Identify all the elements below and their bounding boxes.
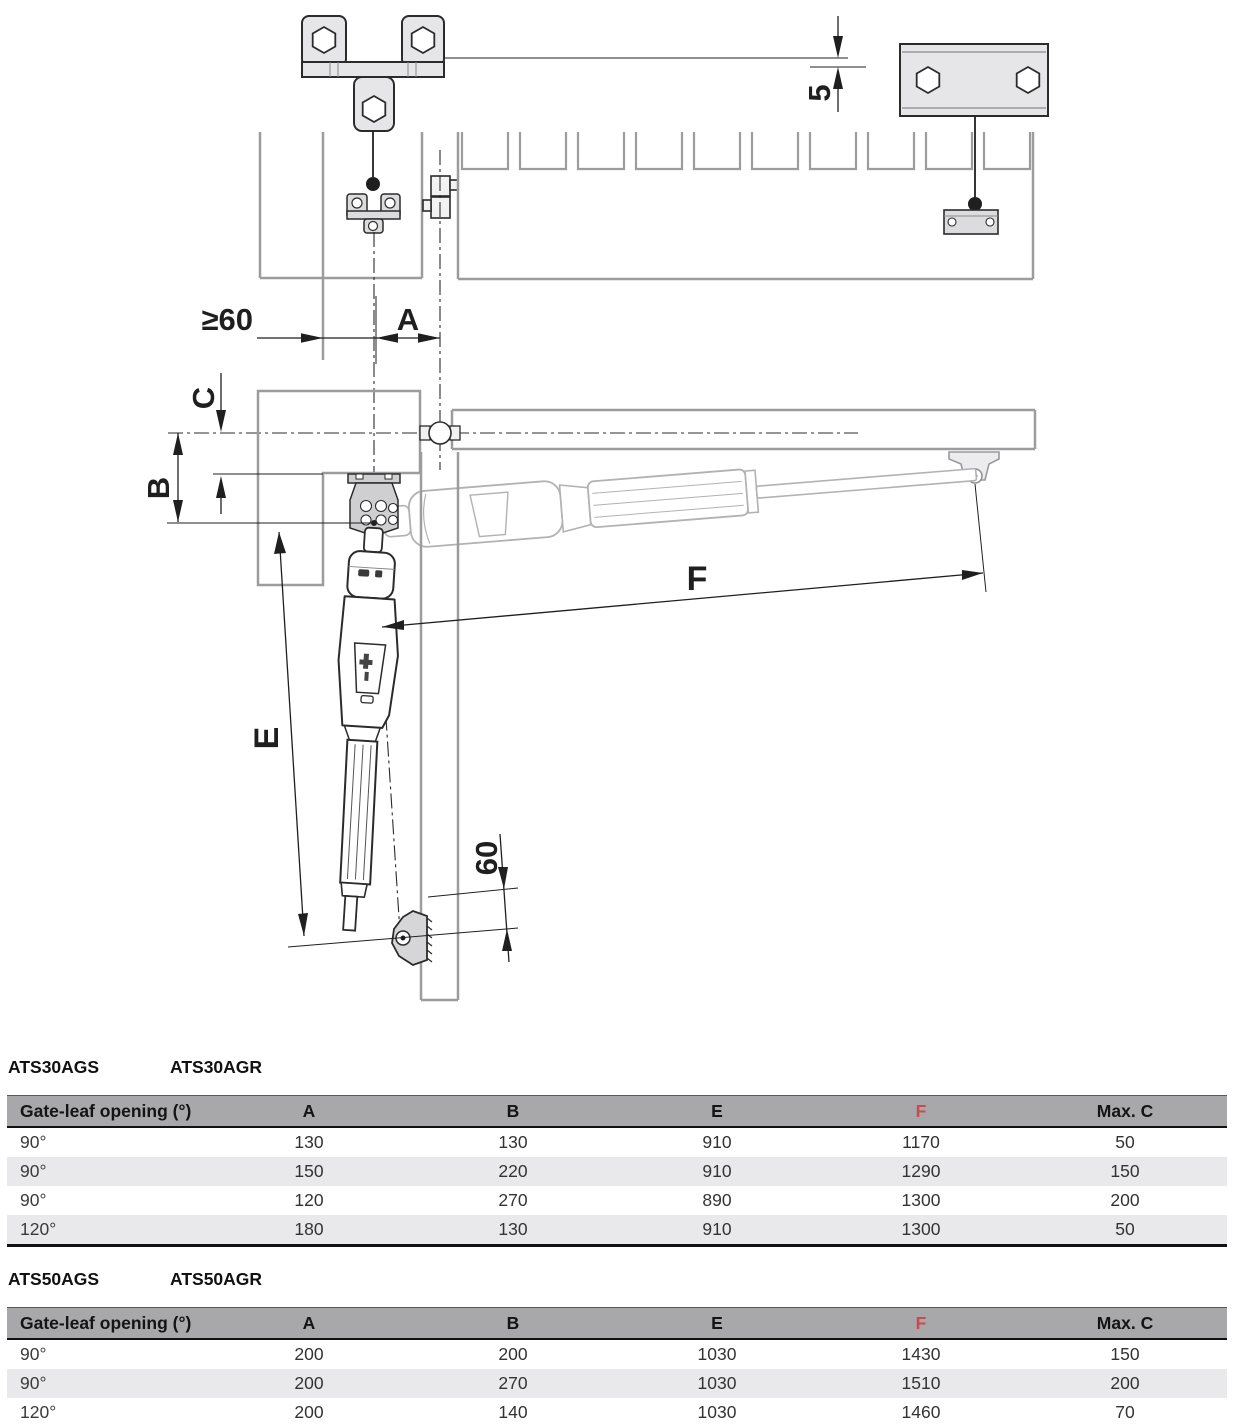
column-header: B <box>411 1308 615 1340</box>
table-row <box>7 1369 1227 1398</box>
table-cell: 180 <box>294 1219 324 1239</box>
table-cell: 90° <box>20 1344 47 1364</box>
dimension-table-ats50 <box>7 1307 1227 1426</box>
table-cell: 910 <box>702 1219 732 1239</box>
table-cell: 200 <box>294 1402 324 1422</box>
table-header-row <box>7 1096 1227 1128</box>
table-row <box>7 1339 1227 1369</box>
model-name: ATS50AGS <box>8 1269 100 1289</box>
table-cell: 1030 <box>697 1402 737 1422</box>
table-row <box>7 1127 1227 1157</box>
actuator-open <box>321 526 406 932</box>
table-cell: 270 <box>498 1190 528 1210</box>
table-cell: 90° <box>20 1190 47 1210</box>
gate-pickets <box>462 132 1030 169</box>
column-header: E <box>615 1096 819 1128</box>
column-header: Gate-leaf opening (°) <box>7 1096 207 1128</box>
column-header: F <box>819 1096 1023 1128</box>
dim-b-label: B <box>140 476 176 500</box>
elevation-view <box>260 16 1048 360</box>
table-cell: 70 <box>1115 1402 1135 1422</box>
dim-e-label: E <box>247 726 286 750</box>
front-bracket-plan <box>348 474 400 536</box>
column-header: B <box>411 1096 615 1128</box>
rear-leader-dot <box>968 197 982 211</box>
table-cell: 1290 <box>901 1161 941 1181</box>
dim-c-label: C <box>185 386 221 410</box>
table-cell: 200 <box>1110 1373 1140 1393</box>
table-cell: 150 <box>1110 1344 1140 1364</box>
table-cell: 270 <box>498 1373 528 1393</box>
dim-5 <box>444 16 866 112</box>
table-row <box>7 1398 1227 1426</box>
table-row <box>7 1186 1227 1215</box>
column-header: Gate-leaf opening (°) <box>7 1308 207 1340</box>
column-header: Max. C <box>1023 1096 1227 1128</box>
model-name: ATS50AGR <box>170 1269 263 1289</box>
table-cell: 90° <box>20 1132 47 1152</box>
gate-hinge-plan <box>420 422 460 444</box>
rear-bracket-mounted <box>944 210 998 234</box>
table-cell: 150 <box>1110 1161 1140 1181</box>
table-cell: 200 <box>294 1344 324 1364</box>
table-cell: 1510 <box>901 1373 941 1393</box>
dim-min60-label: ≥60 <box>201 302 253 337</box>
table-cell: 50 <box>1115 1219 1135 1239</box>
rear-bracket-detail <box>900 44 1048 116</box>
table-cell: 120° <box>20 1402 57 1422</box>
column-header: A <box>207 1308 411 1340</box>
table-cell: 120° <box>20 1219 57 1239</box>
front-leader-dot <box>366 177 380 191</box>
dim-e <box>248 532 308 936</box>
table-cell: 140 <box>498 1402 528 1422</box>
table-cell: 1170 <box>902 1132 940 1152</box>
table-cell: 130 <box>294 1132 324 1152</box>
model-name: ATS30AGR <box>170 1057 263 1077</box>
table-cell: 220 <box>498 1161 528 1181</box>
table-cell: 130 <box>498 1219 528 1239</box>
front-bracket-detail <box>302 16 444 131</box>
model-names-ats30 <box>8 1055 1234 1079</box>
column-header: E <box>615 1308 819 1340</box>
table-cell: 1300 <box>901 1219 941 1239</box>
table-cell: 200 <box>294 1373 324 1393</box>
front-bracket-mounted <box>347 194 400 233</box>
table-cell: 50 <box>1115 1132 1135 1152</box>
table-cell: 890 <box>702 1190 732 1210</box>
dim-row-a <box>202 296 441 364</box>
column-header: A <box>207 1096 411 1128</box>
table-cell: 1430 <box>901 1344 941 1364</box>
dim-60-label: 60 <box>468 840 504 876</box>
dim-a-label: A <box>396 302 420 337</box>
model-name: ATS30AGS <box>8 1057 100 1077</box>
column-header: Max. C <box>1023 1308 1227 1340</box>
dimension-table-ats30 <box>7 1095 1227 1247</box>
table-cell: 910 <box>702 1161 732 1181</box>
table-cell: 90° <box>20 1373 47 1393</box>
table-cell: 200 <box>1110 1190 1140 1210</box>
table-row <box>7 1215 1227 1246</box>
table-row <box>7 1157 1227 1186</box>
table-cell: 1030 <box>697 1344 737 1364</box>
gate-leaf-closed <box>452 410 1035 449</box>
table-cell: 90° <box>20 1161 47 1181</box>
gate-elevation <box>458 132 1033 279</box>
table-cell: 1460 <box>901 1402 941 1422</box>
model-names-ats50 <box>8 1267 1234 1291</box>
table-cell: 150 <box>294 1161 324 1181</box>
dim-f-label: F <box>686 560 708 598</box>
actuator-closed-ghost <box>382 447 979 550</box>
table-cell: 910 <box>702 1132 732 1152</box>
table-cell: 1030 <box>697 1373 737 1393</box>
dim-c <box>186 373 323 514</box>
pillar-plan <box>258 391 420 585</box>
table-cell: 200 <box>498 1344 528 1364</box>
column-header: F <box>819 1308 1023 1340</box>
centerlines <box>168 150 858 933</box>
table-cell: 130 <box>498 1132 528 1152</box>
dim-5-label: 5 <box>801 84 837 102</box>
table-cell: 120 <box>294 1190 324 1210</box>
table-cell: 1300 <box>901 1190 941 1210</box>
table-header-row <box>7 1308 1227 1340</box>
